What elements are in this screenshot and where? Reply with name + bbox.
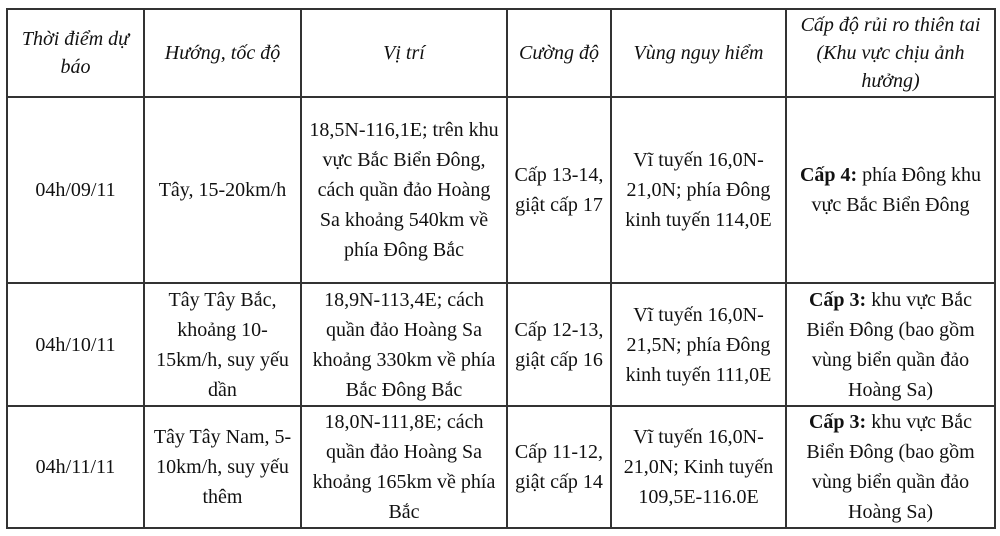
risk-level: Cấp 3: bbox=[808, 411, 867, 433]
intensity-cell: Cấp 13-14, giật cấp 17 bbox=[507, 97, 611, 283]
direction-cell: Tây Tây Bắc, khoảng 10-15km/h, suy yếu dần bbox=[144, 283, 301, 406]
header-direction: Hướng, tốc độ bbox=[144, 9, 301, 97]
time-cell: 04h/11/11 bbox=[7, 406, 144, 528]
position-cell: 18,5N-116,1E; trên khu vực Bắc Biển Đông, cách quần đảo Hoàng Sa khoảng 540km về phía Đông Bắc bbox=[301, 97, 507, 283]
risk-level: Cấp 3: bbox=[808, 288, 867, 311]
position-cell: 18,9N-113,4E; cách quần đảo Hoàng Sa khoảng 330km về phía Bắc Đông Bắc bbox=[301, 283, 507, 406]
risk-level: Cấp 4: bbox=[799, 164, 858, 186]
table-row bbox=[7, 406, 995, 528]
danger-zone-cell: Vĩ tuyến 16,0N-21,5N; phía Đông kinh tuyến 111,0E bbox=[611, 283, 786, 406]
table-row bbox=[7, 97, 995, 283]
header-danger-zone: Vùng nguy hiểm bbox=[611, 9, 786, 97]
risk-cell bbox=[786, 97, 995, 283]
danger-zone-cell: Vĩ tuyến 16,0N-21,0N; phía Đông kinh tuyến 114,0E bbox=[611, 97, 786, 283]
position-cell: 18,0N-111,8E; cách quần đảo Hoàng Sa khoảng 165km về phía Bắc bbox=[301, 406, 507, 528]
storm-forecast-table bbox=[6, 8, 996, 529]
header-intensity: Cường độ bbox=[507, 9, 611, 97]
header-row bbox=[7, 9, 995, 97]
risk-cell bbox=[786, 283, 995, 406]
time-cell: 04h/10/11 bbox=[7, 283, 144, 406]
danger-zone-cell: Vĩ tuyến 16,0N-21,0N; Kinh tuyến 109,5E-116.0E bbox=[611, 406, 786, 528]
header-risk: Cấp độ rủi ro thiên tai (Khu vực chịu ảnh hưởng) bbox=[786, 9, 995, 97]
header-position: Vị trí bbox=[301, 9, 507, 97]
intensity-cell: Cấp 11-12, giật cấp 14 bbox=[507, 406, 611, 528]
time-cell: 04h/09/11 bbox=[7, 97, 144, 283]
risk-area: khu vực Bắc Biển Đông (bao gồm vùng biển quần đảo Hoàng Sa) bbox=[806, 288, 975, 401]
header-time: Thời điểm dự báo bbox=[7, 9, 144, 97]
risk-area: phía Đông khu vực Bắc Biển Đông bbox=[811, 164, 982, 216]
risk-area: khu vực Bắc Biển Đông (bao gồm vùng biển quần đảo Hoàng Sa) bbox=[806, 411, 975, 523]
table-row bbox=[7, 283, 995, 406]
direction-cell: Tây Tây Nam, 5-10km/h, suy yếu thêm bbox=[144, 406, 301, 528]
risk-cell bbox=[786, 406, 995, 528]
intensity-cell: Cấp 12-13, giật cấp 16 bbox=[507, 283, 611, 406]
direction-cell: Tây, 15-20km/h bbox=[144, 97, 301, 283]
